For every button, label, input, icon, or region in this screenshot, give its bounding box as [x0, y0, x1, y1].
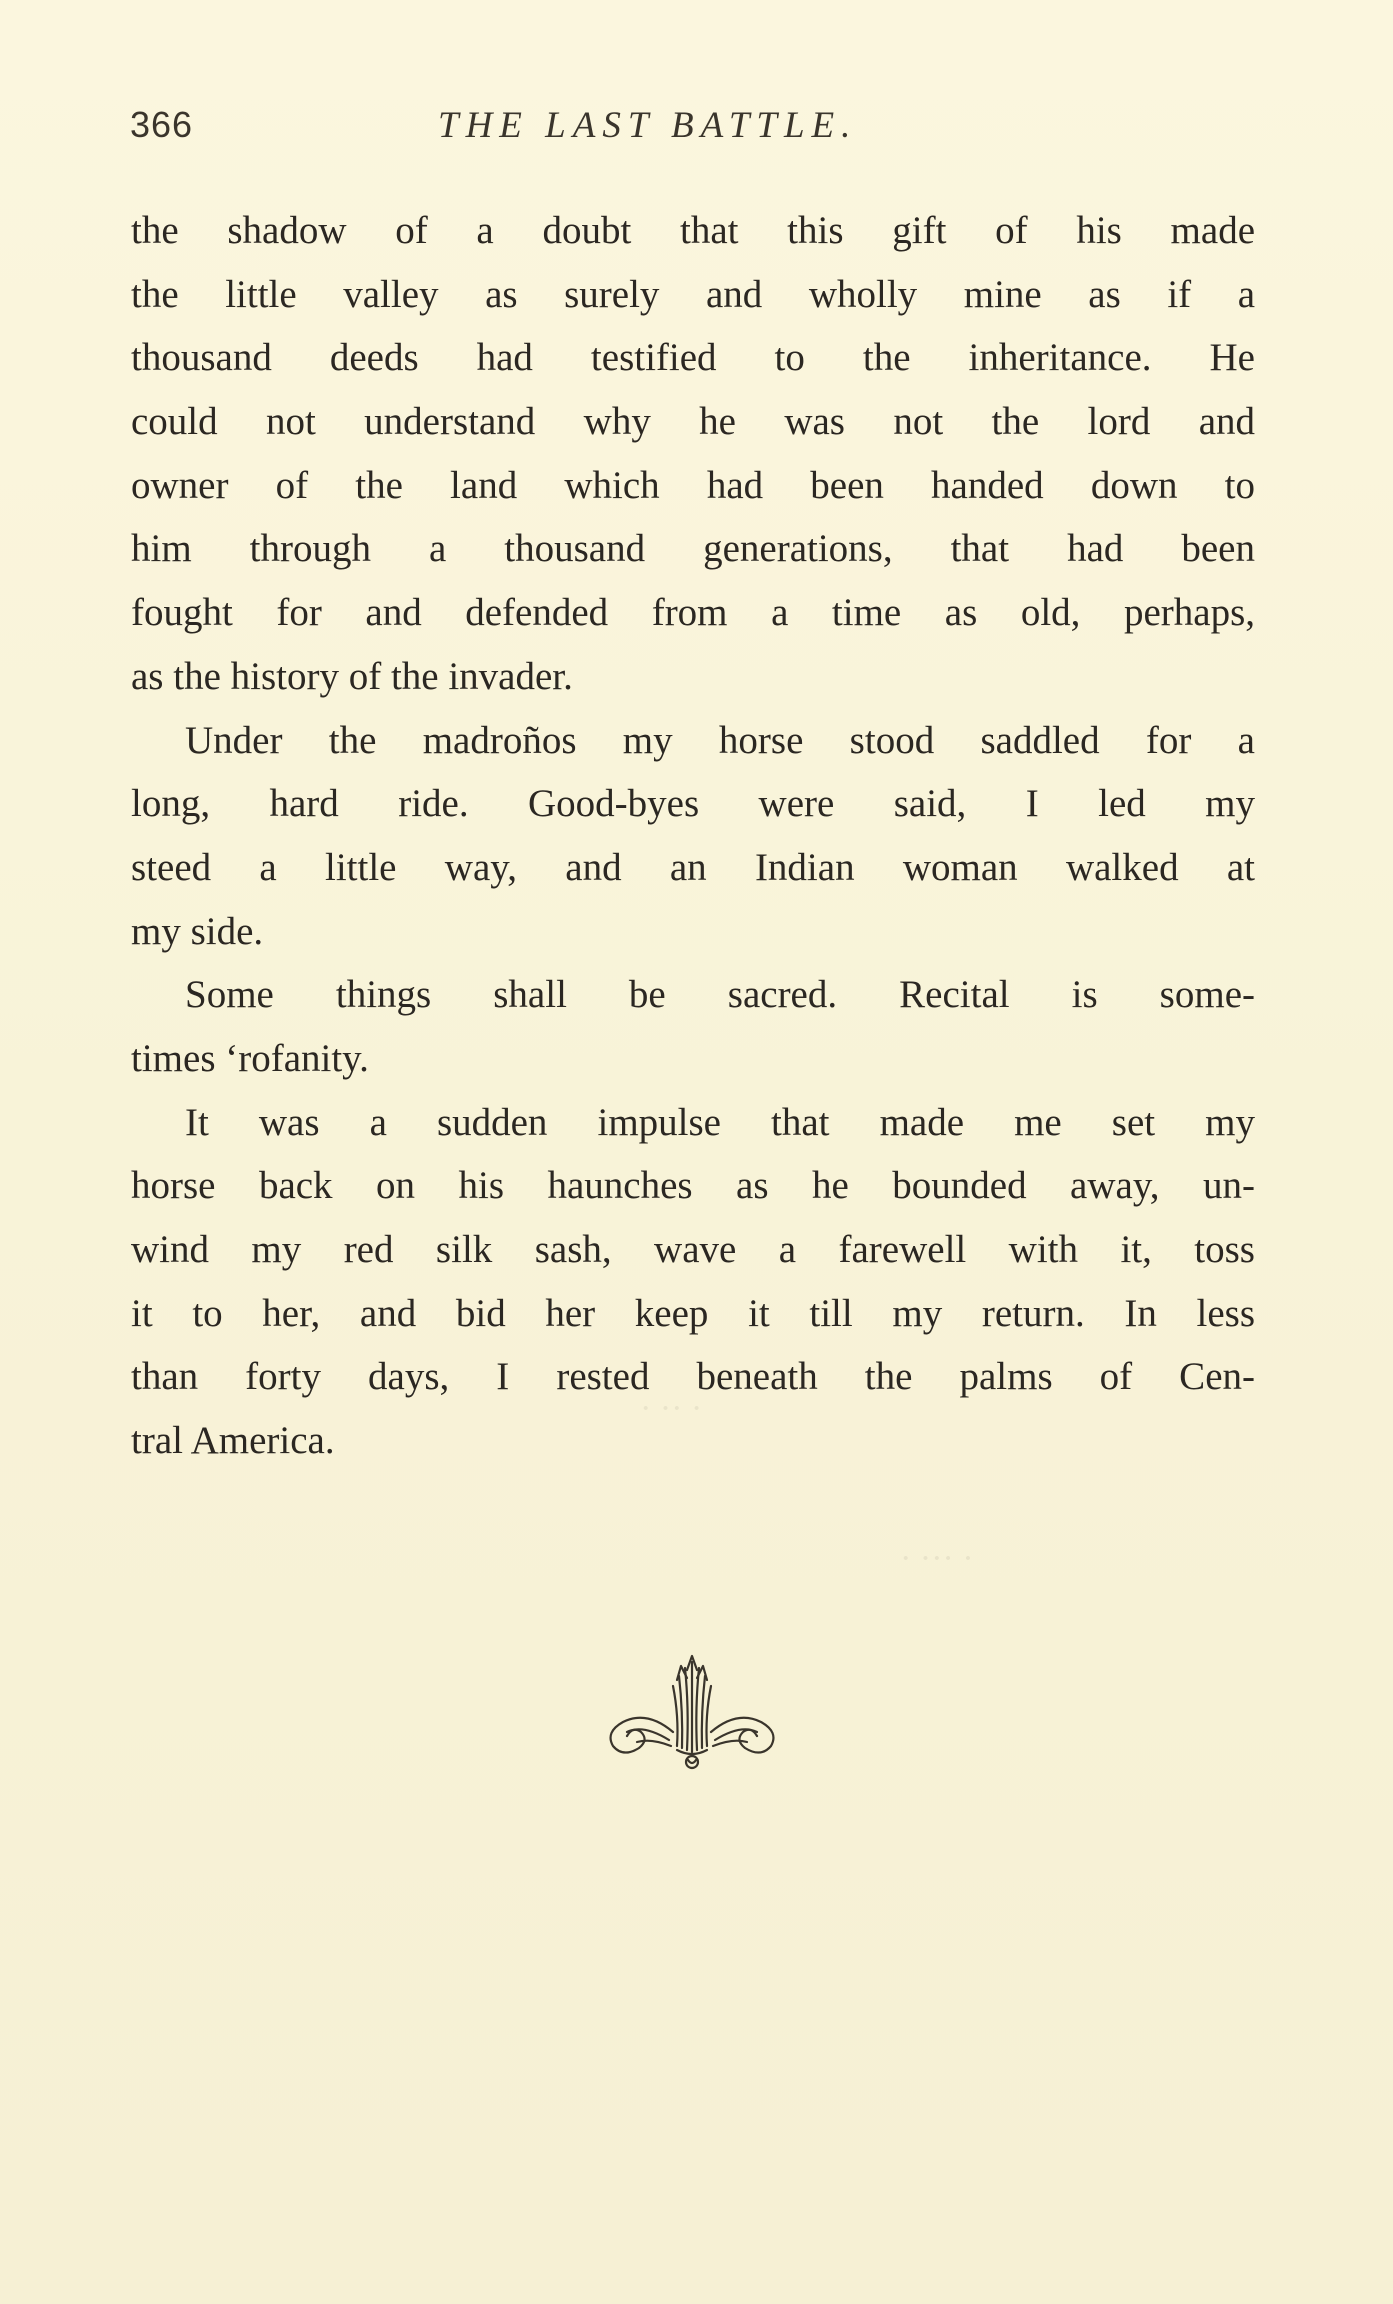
running-title: THE LAST BATTLE.	[438, 105, 858, 146]
text-line: than forty days, I rested beneath the palms of Cen-	[131, 1355, 1255, 1399]
text-line: long, hard ride. Good-byes were said, I led my	[131, 782, 1255, 826]
text-line: as the history of the invader.	[131, 654, 573, 698]
body-text	[131, 199, 1255, 1473]
paragraph	[131, 199, 1255, 709]
running-head	[128, 104, 1252, 154]
text-line: my side.	[131, 909, 264, 953]
text-line: it to her, and bid her keep it till my return. In less	[131, 1291, 1255, 1335]
page-number: 366	[130, 104, 194, 145]
show-through-mark: · ··· ·	[900, 1540, 974, 1577]
text-line: times ʻrofanity.	[131, 1036, 369, 1080]
text-line: him through a thousand generations, that had been	[131, 527, 1255, 571]
text-line: the shadow of a doubt that this gift of his made	[131, 209, 1255, 252]
text-line: could not understand why he was not the lord and	[131, 400, 1255, 444]
paragraph	[131, 963, 1255, 1090]
text-line: thousand deeds had testified to the inheritance. He	[131, 336, 1255, 380]
text-line: wind my red silk sash, wave a farewell with it, toss	[131, 1228, 1255, 1271]
paragraph	[131, 709, 1255, 964]
text-line: fought for and defended from a time as old, perhaps,	[131, 591, 1255, 635]
text-line: horse back on his haunches as he bounded away, un-	[131, 1164, 1255, 1208]
show-through-mark: · ·· ·	[640, 1390, 703, 1427]
text-line: Some things shall be sacred. Recital is some-	[185, 973, 1255, 1017]
text-line: Under the madroños my horse stood saddled for a	[185, 718, 1255, 762]
text-line: steed a little way, and an Indian woman walked at	[131, 845, 1255, 889]
text-line: the little valley as surely and wholly mine as if a	[131, 272, 1255, 316]
text-line: owner of the land which had been handed down to	[131, 463, 1255, 507]
floral-tailpiece-icon	[597, 1652, 787, 1772]
text-line: It was a sudden impulse that made me set my	[185, 1100, 1255, 1144]
text-line: tral America.	[131, 1419, 335, 1463]
paragraph	[131, 1091, 1255, 1473]
